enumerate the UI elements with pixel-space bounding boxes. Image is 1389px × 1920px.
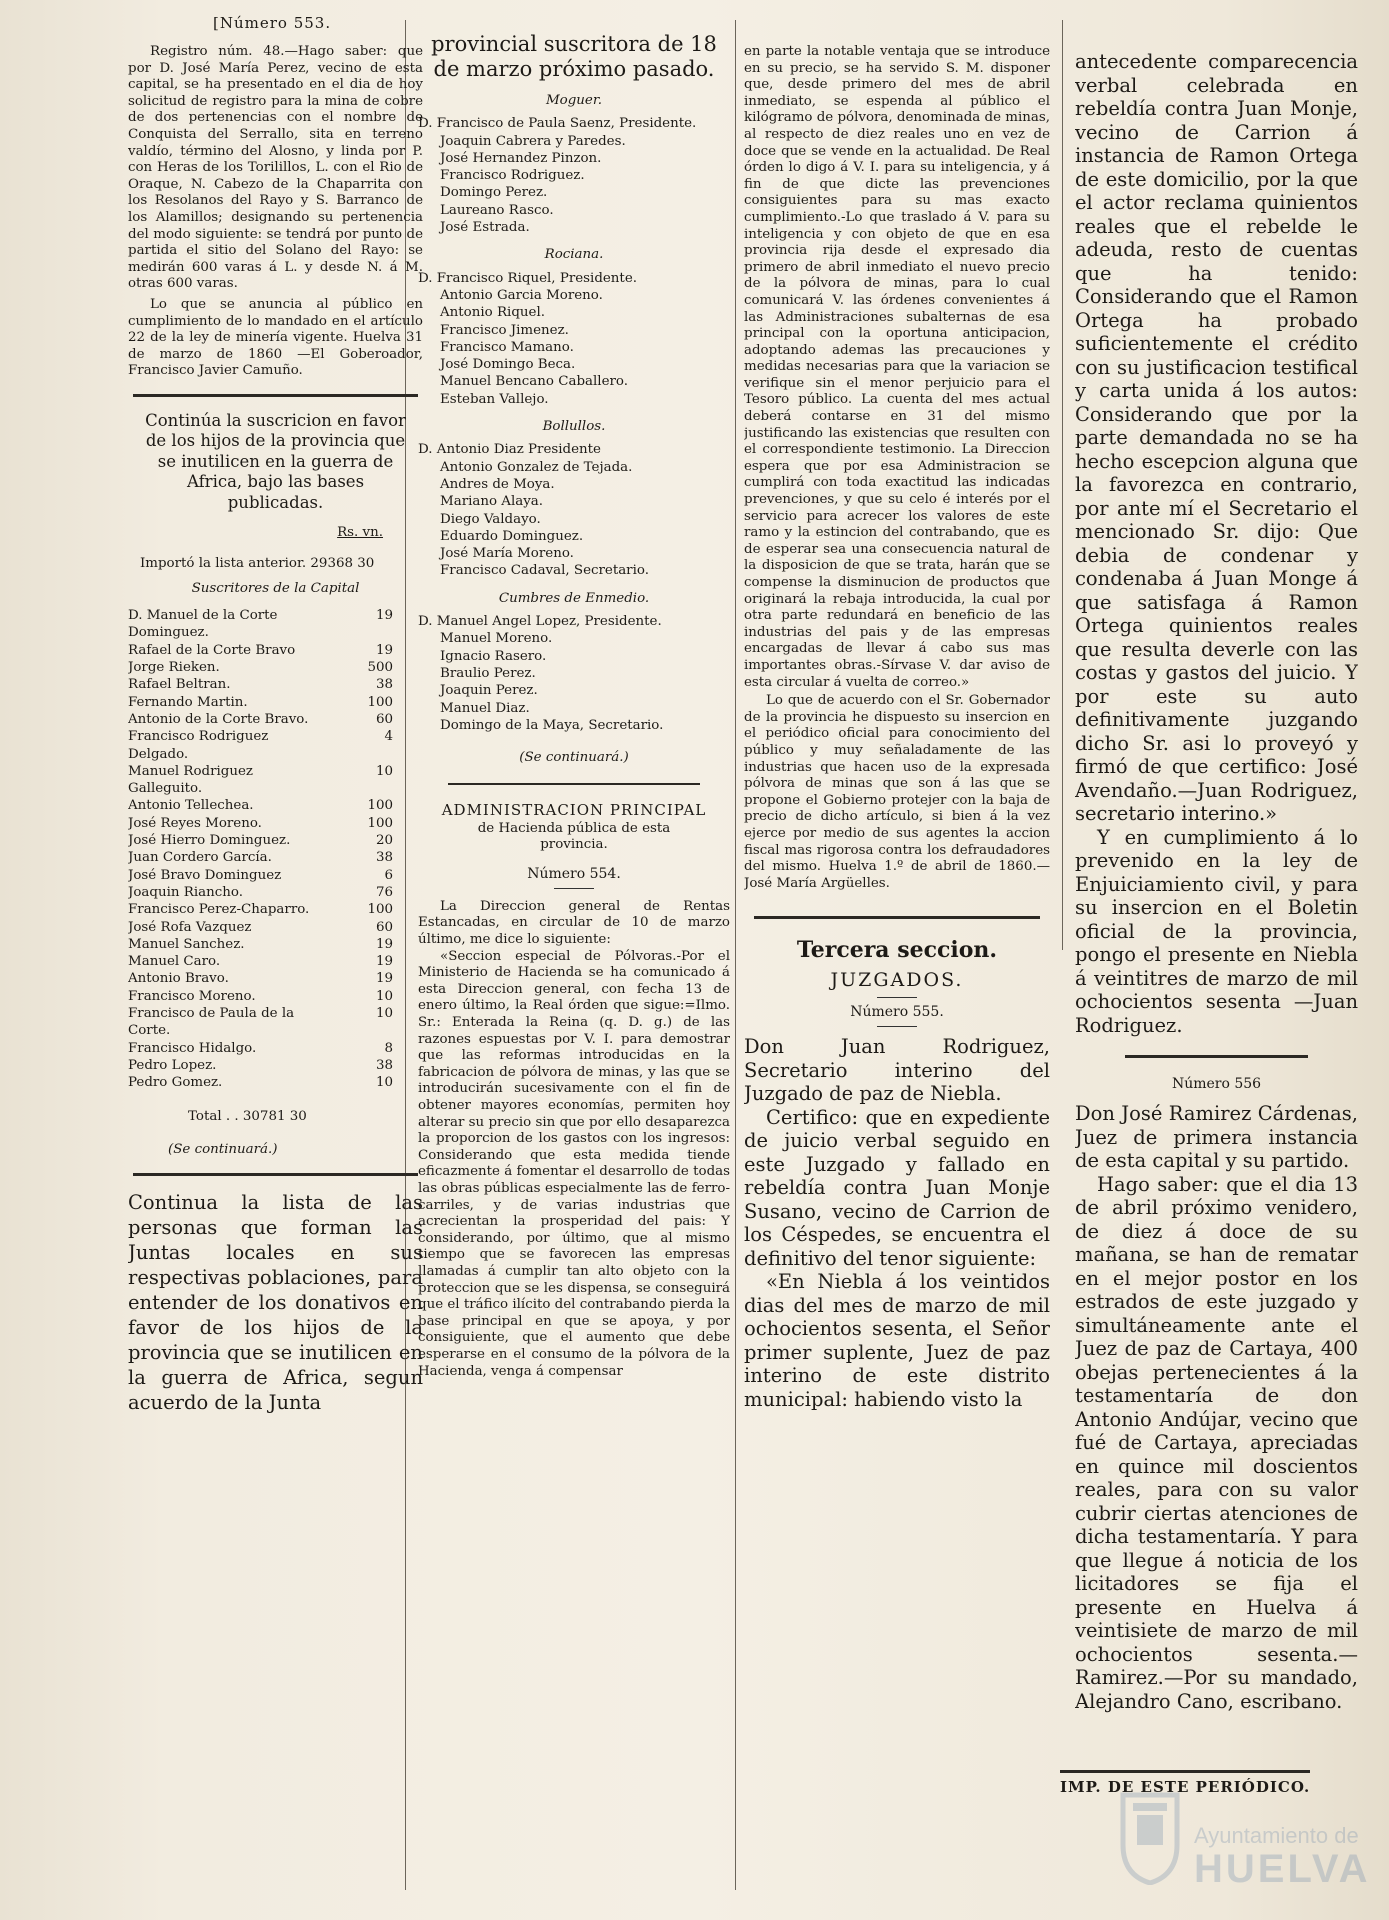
short-divider xyxy=(554,888,594,889)
junta-member: Manuel Diaz. xyxy=(440,700,530,716)
junta-member: Diego Valdayo. xyxy=(440,511,541,527)
table-row xyxy=(128,797,423,814)
junta-member: Manuel Moreno. xyxy=(440,631,553,647)
subscriber-name: Pedro Gomez. xyxy=(128,1075,223,1091)
divider xyxy=(754,916,1040,919)
subscriber-name: Manuel Caro. xyxy=(128,954,221,970)
table-row xyxy=(128,849,423,866)
subscriber-name: Fernando Martin. xyxy=(128,694,248,710)
admin-subheading: de Hacienda pública de esta provincia. xyxy=(477,820,671,853)
secretario-heading: Don Juan Rodriguez, Secretario interino del Juzgado de paz de Niebla. xyxy=(744,1035,1050,1106)
junta-member: Francisco Cadaval, Secretario. xyxy=(440,563,649,579)
subscriber-name: Antonio Bravo. xyxy=(128,971,229,987)
junta-member: Mariano Alaya. xyxy=(440,494,544,510)
subscriber-amount: 60 xyxy=(375,711,393,727)
registro-text: Registro núm. 48.—Hago saber: que por D. José María Perez, vecino de esta capital, se ha presentado en el dia de hoy solicitud de registro para la mina de cobre de dos pertenencias con el nombre de Conquista del Serrallo, sita en terreno valdío, término del Alosno, y linda por P. con Heras de los Torilillos, L. con el Rio de Oraque, N. Cabezo de la Chaparrita con los Resolanos del Rayo y S. Barranco de los Alamillos; designando su pertenencia del modo siguiente: se tendrá por punto de partida el sitio del Solano del Rayo: se medirán 600 varas á L. y desde N. á M. otras 600 varas. xyxy=(128,44,423,292)
subscriber-name: Rafael de la Corte Bravo xyxy=(128,642,296,658)
subscriber-amount: 76 xyxy=(375,884,393,900)
watermark-line-1: Ayuntamiento de xyxy=(1194,1823,1359,1848)
subscriber-amount: 100 xyxy=(367,815,393,831)
junta-member: Domingo de la Maya, Secretario. xyxy=(440,717,664,733)
subscriber-name: Francisco de Paula de la Corte. xyxy=(128,1005,295,1039)
anuncio-text: Lo que se anuncia al público en cumplimiento de lo mandado en el artículo 22 de la ley de minería vigente. Huelva 31 de marzo de 1860 —El Goberoador, Francisco Javier Camuño. xyxy=(128,296,423,379)
town-juntas xyxy=(418,92,730,734)
circular-text: en parte la notable ventaja que se introduce en su precio, se ha servido S. M. disponer que, desde primero del mes de abril inmediato, se espenda al público el kilógramo de pólvora, denominada de minas, al respecto de diez reales uno en vez de doce que se vende en la actualidad. De Real órden lo digo á V. I. para su inteligencia, y á fin de que dicte las prevenciones consiguientes para su mas exacto cumplimiento.-Lo que traslado á V. para su inteligencia y con objeto de que en esa provincia rija desde el expresado dia primero de abril inmediato el nuevo precio de la pólvora de minas, para lo cual comunicará V. las órdenes convenientes á las Administraciones subalternas de esa principal con la oportuna anticipacion, adoptando ademas las precauciones y medidas necesarias para que la variacion se verifique sin el menor perjuicio para el Tesoro público. La cuenta del mes actual deberá contarse en 31 del mismo justificando las existencias que resulten con el correspondiente testimonio. La Direccion espera que por esa Administracion se cumplirá con toda exactitud las indicadas prevenciones, y que su celo é interés por el servicio para acrecer los valores de este ramo y la estincion del contrabando, que es de esperar sea una consecuencia natural de la disposicion de que se trata, harán que se compense la disminucion de productos que originará la rebaja introducida, la cual por otra parte redundará en beneficio de las industrias del pais y de las empresas encargadas de llevar á cabo sus mas importantes obras.-Sírvase V. dar aviso de esta circular á vuelta de correo.» xyxy=(744,44,1050,690)
table-row xyxy=(128,988,423,1005)
notice-number: Número 554. xyxy=(527,865,621,882)
junta-member: Ignacio Rasero. xyxy=(440,648,547,664)
junta-president: D. Francisco de Paula Saenz, Presidente. xyxy=(418,116,697,132)
table-row xyxy=(128,1040,423,1057)
junta-member: José Domingo Beca. xyxy=(440,357,576,373)
total-line: Total . . 30781 30 xyxy=(188,1109,307,1125)
column-rule xyxy=(735,20,736,1890)
town-heading: Cumbres de Enmedio. xyxy=(498,590,650,606)
subscriber-name: Manuel Rodriguez Galleguito. xyxy=(128,763,253,797)
subscriber-amount: 8 xyxy=(384,1040,393,1056)
cumplimiento-text: Y en cumplimiento á lo prevenido en la ley de Enjuiciamiento civil, y para su insercion en el Boletin oficial de la provincia, pongo el presente en Niebla á veintitres de marzo de mil ochocientos sesenta —Juan Rodriguez. xyxy=(1075,825,1358,1037)
suscritores-heading: Suscritores de la Capital xyxy=(191,580,360,596)
subscriber-name: Joaquin Riancho. xyxy=(128,884,243,900)
subscribers-table xyxy=(128,607,423,1091)
junta-member: Laureano Rasco. xyxy=(440,202,554,218)
table-row xyxy=(128,1057,423,1074)
junta-member: José Hernandez Pinzon. xyxy=(440,150,602,166)
subscriber-amount: 10 xyxy=(375,1075,393,1091)
junta-member: Manuel Bencano Caballero. xyxy=(440,374,628,390)
table-row xyxy=(128,832,423,849)
section-title: Tercera seccion. xyxy=(796,937,998,964)
junta-member: Francisco Mamano. xyxy=(440,339,574,355)
junta-member: Antonio Gonzalez de Tejada. xyxy=(440,459,633,475)
table-row xyxy=(128,642,423,659)
subscriber-amount: 19 xyxy=(375,608,393,624)
town-heading: Bollullos. xyxy=(542,419,606,435)
table-row xyxy=(128,1074,423,1091)
admin-heading: ADMINISTRACION PRINCIPAL xyxy=(441,800,707,819)
short-divider xyxy=(877,997,917,998)
junta-member: Antonio Garcia Moreno. xyxy=(440,287,603,303)
sentencia-text: antecedente comparecencia verbal celebrada en rebeldía contra Juan Monje, vecino de Carrion á instancia de Ramon Ortega de este domicilio, por la que el actor reclama quinientos reales que el rebelde le adeuda, resto de cuentas que ha tenido: Considerando que el Ramon Ortega ha probado suficientemente el crédito con su justificacion testifical y carta unida á los autos: Considerando que por la parte demandada no se ha hecho escepcion alguna que la favorezca en contrario, por ante mí el Secretario el mencionado Sr. dijo: Que debia de condenar y condenaba á Juan Monge á que satisfaga á Ramon Ortega quinientos reales que resulta deverle con las costas y gastos del juicio. Y por este su auto definitivamente juzgando dicho Sr. asi lo proveyó y firmó de que certifico: José Avendaño.—Juan Rodriguez, secretario interino.» xyxy=(1075,50,1358,825)
subscriber-amount: 10 xyxy=(375,763,393,779)
junta-member: Antonio Riquel. xyxy=(440,305,545,321)
admin-body-2: «Seccion especial de Pólvoras.-Por el Ministerio de Hacienda se ha comunicado á esta Direccion general, con fecha 13 de enero último, la Real órden que sigue:=Ilmo. Sr.: Enterada la Reina (q. D. g.) de las razones espuestas por V. I. para demostrar que las reformas introducidas en la fabricacion de pólvora de minas, y las que se introducirán sucesivamente con el fin de obtener mayores economías, permiten hoy alterar su precio sin que por ello desaparezca la proporcion de los gastos con los ingresos: Considerando que esta medida tiende eficazmente á fomentar el desarrollo de todas las obras públicas especialmente las de ferro-carriles, y de varias industrias que acrecientan la prosperidad del pais: Y considerando, por último, que al mismo tiempo que se favorecen las empresas llamadas á cumplir tan alto objeto con la proteccion que se les dispensa, se conseguirá que el tráfico ilícito del contrabando pierda la base principal en que se apoya, y por consiguiente, que el aumento que debe esperarse en el consumo de la pólvora de la Hacienda, venga á compensar xyxy=(418,948,730,1379)
subscriber-name: D. Manuel de la Corte Dominguez. xyxy=(128,608,278,641)
subscriber-amount: 19 xyxy=(375,936,393,952)
subscriber-amount: 10 xyxy=(375,988,393,1004)
table-row xyxy=(128,970,423,987)
archive-watermark xyxy=(1119,1725,1371,1895)
town-heading: Moguer. xyxy=(545,93,603,108)
juez-heading: Don José Ramirez Cárdenas, Juez de primera instancia de esta capital y su partido. xyxy=(1075,1102,1358,1172)
remate-text: Hago saber: que el dia 13 de abril próximo venidero, de diez á doce de su mañana, se han de rematar en el mejor postor en los estrados de este juzgado y simultáneamente ante el Juez de paz de Cartaya, 400 obejas pertenecientes á la testamentaría de don Antonio Andújar, vecino que fué de Cartaya, apreciadas en quince mil doscientos reales, para con su valor cubrir ciertas atenciones de dicha testamentaría. Y para que llegue á noticia de los licitadores se fija el presente en Huelva á veintisiete de marzo de mil ochocientos sesenta.—Ramirez.—Por su mandado, Alejandro Cano, escribano. xyxy=(1075,1172,1358,1713)
table-row xyxy=(128,694,423,711)
watermark-line-2: HUELVA xyxy=(1194,1847,1371,1891)
subscriber-amount: 20 xyxy=(375,833,393,849)
junta-member: Domingo Perez. xyxy=(440,185,548,201)
column-top-text: provincial suscritora de 18 de marzo próximo pasado. xyxy=(431,32,717,81)
subscriber-name: Francisco Rodriguez Delgado. xyxy=(128,729,269,762)
table-row xyxy=(128,659,423,676)
suscricion-title: Continúa la suscricion en favor de los hijos de la provincia que se inutilicen en la guerra de Africa, bajo las bases publicadas. xyxy=(145,410,406,512)
junta-member: Joaquin Cabrera y Paredes. xyxy=(440,133,626,149)
junta-president: D. Antonio Diaz Presidente xyxy=(418,442,601,458)
divider xyxy=(133,394,418,397)
certifico-text: Certifico: que en expediente de juicio verbal seguido en este Juzgado y fallado en rebeldía contra Juan Monje Susano, vecino de Carrion de los Céspedes, se encuentra el definitivo del tenor siguiente: xyxy=(744,1105,1050,1270)
junta-member: Braulio Perez. xyxy=(440,665,536,681)
junta-member: Joaquin Perez. xyxy=(440,683,538,699)
subscriber-amount: 19 xyxy=(375,971,393,987)
table-row xyxy=(128,867,423,884)
column-4 xyxy=(1075,0,1358,1920)
juzgados-heading: JUZGADOS. xyxy=(830,969,964,992)
column-3 xyxy=(744,0,1050,1920)
column-2 xyxy=(418,0,730,1920)
subscriber-amount: 100 xyxy=(367,694,393,710)
table-row xyxy=(128,763,423,798)
notice-number: Número 556 xyxy=(1171,1076,1262,1092)
subscriber-name: Antonio de la Corte Bravo. xyxy=(128,711,309,727)
subscriber-amount: 19 xyxy=(375,954,393,970)
subscriber-name: Pedro Lopez. xyxy=(128,1057,217,1073)
importo-line: Importó la lista anterior. 29368 30 xyxy=(140,555,375,571)
table-row xyxy=(128,728,423,763)
lista-title: Continua la lista de las personas que forman las Juntas locales en sus respectivas poblaciones, para entender de los donativos en favor de los hijos de la provincia que se inutilicen en la guerra de Africa, segun acuerdo de la Junta xyxy=(128,1190,423,1414)
junta-president: D. Manuel Angel Lopez, Presidente. xyxy=(418,614,662,630)
subscriber-amount: 10 xyxy=(375,1005,393,1021)
notice-number: Número 555. xyxy=(850,1004,944,1021)
admin-body: La Direccion general de Rentas Estancadas, en circular de 10 de marzo último, me dice lo siguiente: xyxy=(418,898,730,948)
table-row xyxy=(128,884,423,901)
subscriber-name: Jorge Rieken. xyxy=(128,660,220,676)
subscriber-amount: 60 xyxy=(375,919,393,935)
divider xyxy=(1125,1055,1308,1058)
subscriber-amount: 500 xyxy=(367,660,393,676)
junta-member: Esteban Vallejo. xyxy=(440,391,549,407)
junta-member: Andres de Moya. xyxy=(440,476,555,492)
table-row xyxy=(128,919,423,936)
subscriber-amount: 38 xyxy=(375,1057,393,1073)
column-rule xyxy=(1062,20,1063,950)
subscriber-amount: 6 xyxy=(384,867,393,883)
junta-member: Francisco Rodriguez. xyxy=(440,168,585,184)
divider xyxy=(133,1173,418,1176)
table-row xyxy=(128,936,423,953)
continuara-note: (Se continuará.) xyxy=(168,1142,278,1158)
circular-text-2: Lo que de acuerdo con el Sr. Gobernador de la provincia he dispuesto su insercion en el periódico oficial para conocimiento del público y muy señaladamente de las industrias que hacen uso de la expresada pólvora de minas que son á las que se propone el Gobierno protejer con la baja de precio de dicho artículo, si bien á la vez ejerce por medio de sus agentes la accion fiscal mas rigorosa contra los defraudadores del mismo. Huelva 1.º de abril de 1860.—José María Argüelles. xyxy=(744,693,1050,891)
subscriber-name: José Reyes Moreno. xyxy=(128,815,262,831)
table-row xyxy=(128,1005,423,1040)
rs-vn-label: Rs. vn. xyxy=(337,525,383,541)
column-1 xyxy=(128,0,423,1920)
subscriber-amount: 38 xyxy=(375,677,393,693)
junta-member: José Estrada. xyxy=(440,220,530,236)
notice-number: [Número 553. xyxy=(213,14,332,32)
city-shield-icon xyxy=(1119,1785,1181,1885)
subscriber-name: Juan Cordero García. xyxy=(128,850,272,866)
subscriber-name: Rafael Beltran. xyxy=(128,677,231,693)
subscriber-name: Francisco Moreno. xyxy=(128,988,256,1004)
town-heading: Rociana. xyxy=(544,247,604,263)
subscriber-name: José Hierro Dominguez. xyxy=(128,833,291,849)
table-row xyxy=(128,711,423,728)
subscriber-name: Francisco Perez-Chaparro. xyxy=(128,902,310,918)
subscriber-name: Manuel Sanchez. xyxy=(128,936,245,952)
subscriber-amount: 100 xyxy=(367,902,393,918)
subscriber-name: Antonio Tellechea. xyxy=(128,798,254,814)
subscriber-name: Francisco Hidalgo. xyxy=(128,1040,257,1056)
junta-member: Francisco Jimenez. xyxy=(440,322,569,338)
table-row xyxy=(128,676,423,693)
table-row xyxy=(128,815,423,832)
short-divider xyxy=(877,1026,917,1027)
niebla-text: «En Niebla á los veintidos dias del mes de marzo de mil ochocientos sesenta, el Señor primer suplente, Juez de paz interino de este distrito municipal: habiendo visto la xyxy=(744,1270,1050,1411)
subscriber-name: José Bravo Dominguez xyxy=(128,867,282,883)
subscriber-amount: 4 xyxy=(384,729,393,745)
subscriber-amount: 38 xyxy=(375,850,393,866)
subscriber-amount: 100 xyxy=(367,798,393,814)
junta-member: José María Moreno. xyxy=(440,546,574,562)
junta-president: D. Francisco Riquel, Presidente. xyxy=(418,270,637,286)
divider xyxy=(448,783,700,785)
table-row xyxy=(128,953,423,970)
subscriber-amount: 19 xyxy=(375,642,393,658)
table-row xyxy=(128,901,423,918)
subscriber-name: José Rofa Vazquez xyxy=(128,919,252,935)
continuara-note: (Se continuará.) xyxy=(519,750,629,766)
junta-member: Eduardo Dominguez. xyxy=(440,528,584,544)
printer-imprint: IMP. DE ESTE PERIÓDICO. xyxy=(1060,1778,1311,1796)
table-row xyxy=(128,607,423,642)
